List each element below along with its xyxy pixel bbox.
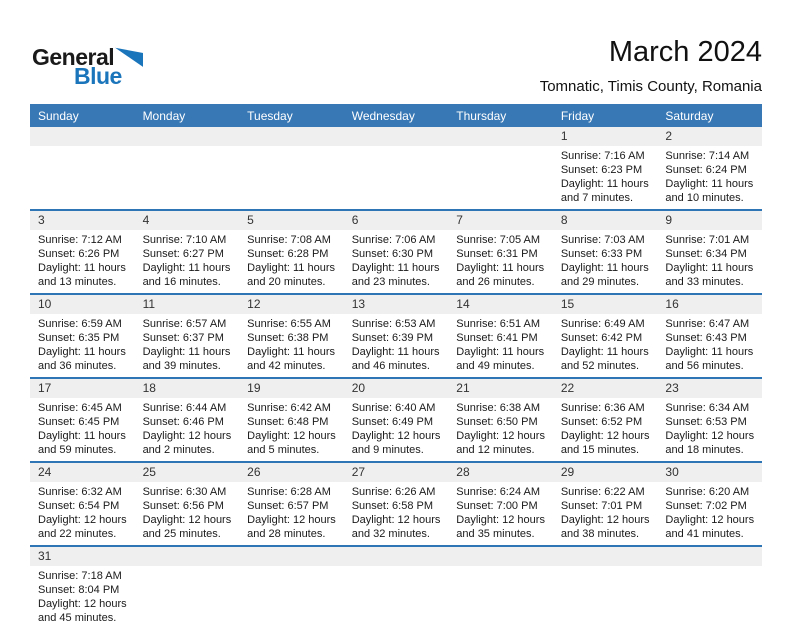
- date-number: [239, 547, 344, 566]
- calendar-day-cell: [239, 295, 344, 377]
- date-number: 28: [448, 463, 553, 482]
- day-details: [657, 398, 762, 461]
- calendar-day-cell: [239, 463, 344, 545]
- day-details: [30, 566, 135, 629]
- day-details: [135, 482, 240, 545]
- weekday-header-row: [30, 104, 762, 127]
- week-row: [30, 211, 762, 295]
- detail-line: Sunset: 6:24 PM: [665, 164, 747, 176]
- detail-line: Daylight: 11 hours: [247, 346, 335, 358]
- day-details: [30, 398, 135, 461]
- day-details: [239, 230, 344, 293]
- detail-line: Sunset: 6:27 PM: [142, 248, 224, 260]
- detail-line: and 7 minutes.: [560, 192, 633, 204]
- detail-line: and 56 minutes.: [665, 360, 744, 372]
- date-number: 12: [239, 295, 344, 314]
- calendar-table: [30, 104, 762, 629]
- date-number: 10: [30, 295, 135, 314]
- detail-line: Sunrise: 6:53 AM: [351, 318, 436, 330]
- day-details: [239, 566, 344, 573]
- date-number: 25: [135, 463, 240, 482]
- detail-line: Daylight: 12 hours: [142, 430, 232, 442]
- day-details: [344, 566, 449, 573]
- detail-line: Sunrise: 6:32 AM: [38, 486, 122, 498]
- date-number: [344, 127, 449, 146]
- detail-line: Daylight: 12 hours: [560, 514, 650, 526]
- date-number: 19: [239, 379, 344, 398]
- detail-line: Sunrise: 7:08 AM: [247, 234, 331, 246]
- day-details: [553, 230, 658, 293]
- detail-line: Daylight: 12 hours: [247, 430, 336, 442]
- day-details: [344, 314, 449, 377]
- day-details: [30, 230, 135, 293]
- detail-line: Sunrise: 6:24 AM: [456, 486, 541, 498]
- detail-line: Sunrise: 6:20 AM: [665, 486, 750, 498]
- calendar-empty-cell: [344, 127, 449, 209]
- detail-line: Sunset: 6:46 PM: [142, 416, 224, 428]
- detail-line: Sunset: 6:45 PM: [38, 416, 120, 428]
- detail-line: Sunset: 6:35 PM: [38, 332, 120, 344]
- detail-line: Daylight: 11 hours: [665, 346, 754, 358]
- calendar-day-cell: [448, 379, 553, 461]
- detail-line: Daylight: 11 hours: [247, 262, 335, 274]
- detail-line: and 22 minutes.: [38, 528, 117, 540]
- day-details: [344, 398, 449, 461]
- detail-line: and 41 minutes.: [665, 528, 744, 540]
- day-details: [657, 146, 762, 209]
- detail-line: Daylight: 11 hours: [142, 346, 231, 358]
- calendar-day-cell: [553, 295, 658, 377]
- date-number: 23: [657, 379, 762, 398]
- day-details: [239, 314, 344, 377]
- detail-line: Sunset: 7:00 PM: [456, 500, 538, 512]
- detail-line: and 25 minutes.: [142, 528, 221, 540]
- date-number: 21: [448, 379, 553, 398]
- calendar-day-cell: [657, 211, 762, 293]
- date-number: 5: [239, 211, 344, 230]
- date-number: 27: [344, 463, 449, 482]
- day-details: [135, 146, 240, 153]
- detail-line: Sunset: 6:43 PM: [665, 332, 747, 344]
- calendar-day-cell: [448, 463, 553, 545]
- date-number: 31: [30, 547, 135, 566]
- detail-line: Sunrise: 7:12 AM: [38, 234, 122, 246]
- detail-line: and 42 minutes.: [247, 360, 326, 372]
- detail-line: Daylight: 11 hours: [560, 346, 649, 358]
- day-details: [30, 146, 135, 153]
- detail-line: Sunrise: 6:49 AM: [560, 318, 645, 330]
- detail-line: and 13 minutes.: [38, 276, 117, 288]
- weekday-header-thursday: Thursday: [456, 108, 507, 123]
- detail-line: Sunset: 6:38 PM: [247, 332, 329, 344]
- detail-line: and 35 minutes.: [456, 528, 535, 540]
- calendar-empty-cell: [448, 127, 553, 209]
- day-details: [344, 146, 449, 153]
- calendar-day-cell: [657, 463, 762, 545]
- date-number: 3: [30, 211, 135, 230]
- detail-line: Daylight: 11 hours: [665, 262, 754, 274]
- detail-line: Sunrise: 6:47 AM: [665, 318, 750, 330]
- detail-line: and 45 minutes.: [38, 612, 117, 624]
- calendar-empty-cell: [30, 127, 135, 209]
- detail-line: Sunrise: 6:51 AM: [456, 318, 541, 330]
- date-number: 4: [135, 211, 240, 230]
- detail-line: and 16 minutes.: [142, 276, 221, 288]
- weekday-header-saturday: Saturday: [665, 108, 714, 123]
- detail-line: Sunset: 7:02 PM: [665, 500, 747, 512]
- calendar-day-cell: [135, 211, 240, 293]
- calendar-day-cell: [239, 379, 344, 461]
- weekday-header-wednesday: Wednesday: [351, 108, 415, 123]
- date-number: 9: [657, 211, 762, 230]
- detail-line: Daylight: 12 hours: [665, 514, 755, 526]
- detail-line: Sunset: 6:54 PM: [38, 500, 120, 512]
- detail-line: Sunrise: 6:57 AM: [142, 318, 227, 330]
- calendar-empty-cell: [135, 547, 240, 629]
- general-blue-logo: [32, 46, 143, 88]
- calendar-day-cell: [553, 463, 658, 545]
- day-details: [239, 398, 344, 461]
- detail-line: Sunset: 6:42 PM: [560, 332, 643, 344]
- day-details: [30, 482, 135, 545]
- weekday-header-friday: Friday: [560, 108, 595, 123]
- date-number: 2: [657, 127, 762, 146]
- day-details: [657, 230, 762, 293]
- day-details: [30, 314, 135, 377]
- date-number: 18: [135, 379, 240, 398]
- detail-line: Sunrise: 6:26 AM: [351, 486, 436, 498]
- calendar-day-cell: [657, 295, 762, 377]
- week-row: [30, 463, 762, 547]
- detail-line: Daylight: 12 hours: [456, 514, 545, 526]
- detail-line: and 28 minutes.: [247, 528, 326, 540]
- detail-line: Sunrise: 6:55 AM: [247, 318, 331, 330]
- date-number: 14: [448, 295, 553, 314]
- detail-line: Sunrise: 6:38 AM: [456, 402, 541, 414]
- calendar-day-cell: [448, 211, 553, 293]
- date-number: 16: [657, 295, 762, 314]
- week-row: [30, 379, 762, 463]
- detail-line: Daylight: 11 hours: [560, 262, 649, 274]
- day-details: [344, 230, 449, 293]
- detail-line: and 5 minutes.: [247, 444, 320, 456]
- detail-line: Daylight: 11 hours: [456, 346, 545, 358]
- date-number: 11: [135, 295, 240, 314]
- detail-line: Sunrise: 6:30 AM: [142, 486, 227, 498]
- detail-line: and 49 minutes.: [456, 360, 535, 372]
- date-number: 24: [30, 463, 135, 482]
- detail-line: Daylight: 11 hours: [38, 262, 126, 274]
- detail-line: Sunset: 6:39 PM: [351, 332, 434, 344]
- detail-line: Daylight: 11 hours: [351, 346, 440, 358]
- date-number: [135, 547, 240, 566]
- day-details: [135, 566, 240, 573]
- detail-line: and 33 minutes.: [665, 276, 744, 288]
- day-details: [553, 398, 658, 461]
- detail-line: Sunset: 6:48 PM: [247, 416, 329, 428]
- date-number: [448, 127, 553, 146]
- detail-line: Daylight: 11 hours: [38, 346, 126, 358]
- date-number: 17: [30, 379, 135, 398]
- detail-line: Sunrise: 6:59 AM: [38, 318, 122, 330]
- detail-line: Sunrise: 7:10 AM: [142, 234, 227, 246]
- detail-line: Daylight: 11 hours: [665, 178, 754, 190]
- detail-line: Daylight: 12 hours: [456, 430, 545, 442]
- detail-line: Daylight: 12 hours: [351, 430, 441, 442]
- date-number: 20: [344, 379, 449, 398]
- detail-line: Sunset: 6:52 PM: [560, 416, 643, 428]
- detail-line: Sunset: 6:56 PM: [142, 500, 224, 512]
- calendar-body: [30, 127, 762, 629]
- detail-line: Sunset: 6:37 PM: [142, 332, 224, 344]
- calendar-day-cell: [135, 463, 240, 545]
- detail-line: Sunrise: 7:06 AM: [351, 234, 436, 246]
- detail-line: and 39 minutes.: [142, 360, 221, 372]
- detail-line: Daylight: 12 hours: [142, 514, 232, 526]
- date-number: 7: [448, 211, 553, 230]
- weekday-header-monday: Monday: [142, 108, 186, 123]
- calendar-day-cell: [553, 127, 658, 209]
- detail-line: Sunset: 6:31 PM: [456, 248, 538, 260]
- detail-line: and 46 minutes.: [351, 360, 430, 372]
- detail-line: Daylight: 11 hours: [38, 430, 126, 442]
- day-details: [553, 482, 658, 545]
- day-details: [448, 398, 553, 461]
- detail-line: and 36 minutes.: [38, 360, 117, 372]
- detail-line: Sunrise: 7:01 AM: [665, 234, 750, 246]
- day-details: [448, 482, 553, 545]
- date-number: [30, 127, 135, 146]
- weekday-header-tuesday: Tuesday: [247, 108, 293, 123]
- detail-line: and 29 minutes.: [560, 276, 640, 288]
- date-number: [344, 547, 449, 566]
- calendar-empty-cell: [657, 547, 762, 629]
- calendar-day-cell: [448, 295, 553, 377]
- date-number: 15: [553, 295, 658, 314]
- day-details: [448, 146, 553, 153]
- day-details: [657, 566, 762, 573]
- detail-line: Sunset: 6:57 PM: [247, 500, 329, 512]
- detail-line: Sunset: 8:04 PM: [38, 584, 120, 596]
- week-row: [30, 127, 762, 211]
- date-number: [239, 127, 344, 146]
- calendar-day-cell: [30, 379, 135, 461]
- calendar-day-cell: [553, 379, 658, 461]
- detail-line: and 12 minutes.: [456, 444, 535, 456]
- day-details: [553, 314, 658, 377]
- detail-line: Sunset: 6:30 PM: [351, 248, 434, 260]
- week-row: [30, 295, 762, 379]
- detail-line: Sunrise: 6:22 AM: [560, 486, 645, 498]
- detail-line: Sunset: 6:58 PM: [351, 500, 434, 512]
- calendar-day-cell: [344, 211, 449, 293]
- calendar-day-cell: [344, 295, 449, 377]
- calendar-day-cell: [239, 211, 344, 293]
- calendar-empty-cell: [135, 127, 240, 209]
- detail-line: Daylight: 11 hours: [560, 178, 649, 190]
- detail-line: and 23 minutes.: [351, 276, 430, 288]
- day-details: [448, 314, 553, 377]
- detail-line: Sunset: 6:50 PM: [456, 416, 538, 428]
- detail-line: Sunset: 6:53 PM: [665, 416, 747, 428]
- date-number: 22: [553, 379, 658, 398]
- calendar-empty-cell: [239, 547, 344, 629]
- day-details: [239, 482, 344, 545]
- logo-word-blue: Blue: [74, 63, 122, 89]
- date-number: 6: [344, 211, 449, 230]
- calendar-day-cell: [657, 379, 762, 461]
- detail-line: and 20 minutes.: [247, 276, 326, 288]
- day-details: [657, 314, 762, 377]
- detail-line: Sunrise: 6:42 AM: [247, 402, 331, 414]
- date-number: [657, 547, 762, 566]
- detail-line: Daylight: 12 hours: [247, 514, 336, 526]
- detail-line: and 59 minutes.: [38, 444, 117, 456]
- calendar-empty-cell: [553, 547, 658, 629]
- date-number: 8: [553, 211, 658, 230]
- detail-line: Daylight: 12 hours: [38, 598, 127, 610]
- detail-line: Sunset: 6:34 PM: [665, 248, 747, 260]
- detail-line: Sunrise: 7:18 AM: [38, 570, 122, 582]
- detail-line: and 32 minutes.: [351, 528, 430, 540]
- day-details: [239, 146, 344, 153]
- detail-line: and 10 minutes.: [665, 192, 744, 204]
- detail-line: Sunset: 6:41 PM: [456, 332, 538, 344]
- date-number: 13: [344, 295, 449, 314]
- calendar-empty-cell: [239, 127, 344, 209]
- detail-line: and 26 minutes.: [456, 276, 535, 288]
- detail-line: Daylight: 12 hours: [351, 514, 441, 526]
- calendar-day-cell: [30, 547, 135, 629]
- date-number: [448, 547, 553, 566]
- calendar-day-cell: [30, 463, 135, 545]
- detail-line: Daylight: 11 hours: [456, 262, 545, 274]
- detail-line: and 9 minutes.: [351, 444, 424, 456]
- detail-line: Daylight: 11 hours: [142, 262, 231, 274]
- calendar-day-cell: [30, 295, 135, 377]
- day-details: [135, 398, 240, 461]
- calendar-empty-cell: [448, 547, 553, 629]
- calendar-day-cell: [135, 295, 240, 377]
- detail-line: and 2 minutes.: [142, 444, 215, 456]
- detail-line: Sunset: 6:49 PM: [351, 416, 434, 428]
- detail-line: Sunset: 6:26 PM: [38, 248, 120, 260]
- detail-line: Sunset: 6:33 PM: [560, 248, 643, 260]
- calendar-day-cell: [657, 127, 762, 209]
- detail-line: Sunrise: 6:36 AM: [560, 402, 645, 414]
- day-details: [553, 566, 658, 573]
- detail-line: and 52 minutes.: [560, 360, 640, 372]
- date-number: 30: [657, 463, 762, 482]
- date-number: [135, 127, 240, 146]
- detail-line: Sunrise: 7:03 AM: [560, 234, 645, 246]
- date-number: 29: [553, 463, 658, 482]
- detail-line: Sunrise: 7:14 AM: [665, 150, 750, 162]
- week-row: [30, 547, 762, 629]
- detail-line: Sunrise: 6:34 AM: [665, 402, 750, 414]
- day-details: [135, 230, 240, 293]
- day-details: [657, 482, 762, 545]
- date-number: 26: [239, 463, 344, 482]
- page-title: March 2024: [608, 36, 762, 68]
- calendar-day-cell: [553, 211, 658, 293]
- detail-line: Sunrise: 7:05 AM: [456, 234, 541, 246]
- detail-line: Sunrise: 6:44 AM: [142, 402, 227, 414]
- detail-line: Sunrise: 6:45 AM: [38, 402, 122, 414]
- day-details: [448, 230, 553, 293]
- detail-line: Daylight: 12 hours: [38, 514, 127, 526]
- calendar-empty-cell: [344, 547, 449, 629]
- date-number: 1: [553, 127, 658, 146]
- day-details: [344, 482, 449, 545]
- detail-line: Daylight: 12 hours: [560, 430, 650, 442]
- weekday-header-sunday: Sunday: [38, 108, 79, 123]
- day-details: [135, 314, 240, 377]
- detail-line: Daylight: 12 hours: [665, 430, 755, 442]
- day-details: [553, 146, 658, 209]
- calendar-day-cell: [30, 211, 135, 293]
- detail-line: and 18 minutes.: [665, 444, 744, 456]
- day-details: [448, 566, 553, 573]
- detail-line: Sunset: 6:28 PM: [247, 248, 329, 260]
- detail-line: and 38 minutes.: [560, 528, 640, 540]
- page-subtitle: Tomnatic, Timis County, Romania: [539, 78, 762, 95]
- detail-line: Sunset: 6:23 PM: [560, 164, 643, 176]
- detail-line: Daylight: 11 hours: [351, 262, 440, 274]
- calendar-day-cell: [344, 463, 449, 545]
- date-number: [553, 547, 658, 566]
- calendar-day-cell: [135, 379, 240, 461]
- detail-line: Sunrise: 6:40 AM: [351, 402, 436, 414]
- detail-line: Sunset: 7:01 PM: [560, 500, 643, 512]
- detail-line: Sunrise: 7:16 AM: [560, 150, 645, 162]
- detail-line: Sunrise: 6:28 AM: [247, 486, 331, 498]
- detail-line: and 15 minutes.: [560, 444, 640, 456]
- logo-word-general: General: [32, 44, 115, 70]
- calendar-day-cell: [344, 379, 449, 461]
